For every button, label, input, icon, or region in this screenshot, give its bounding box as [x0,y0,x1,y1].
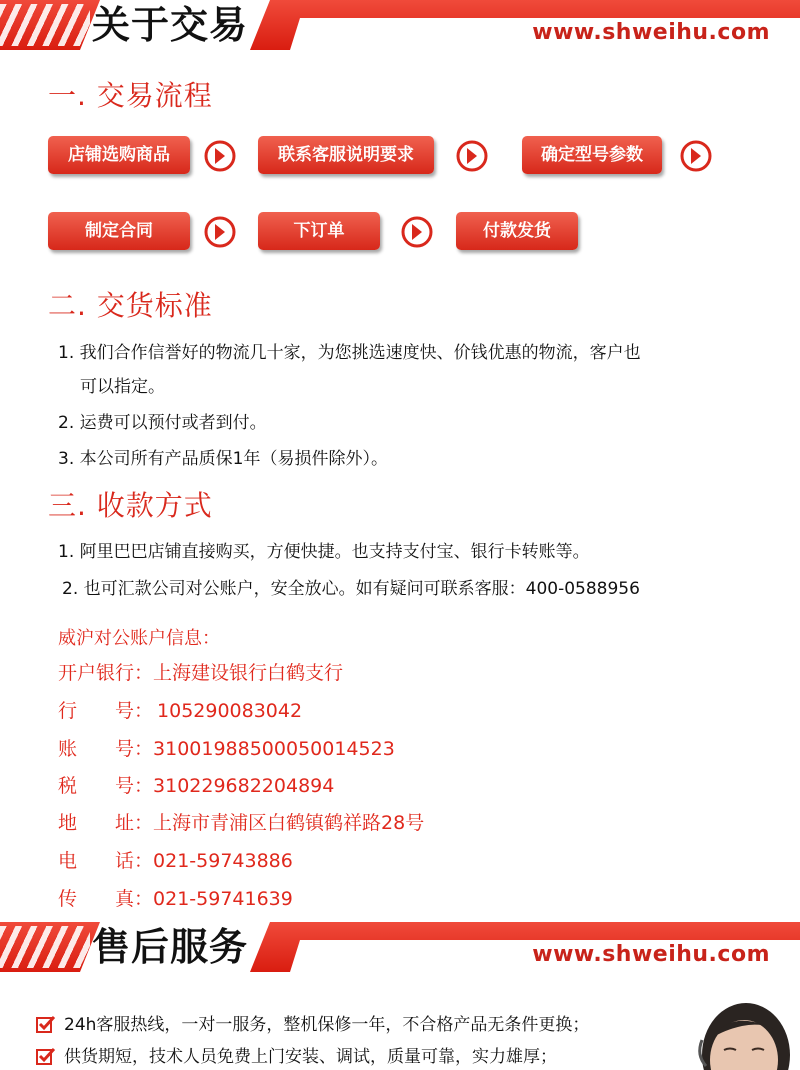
section-title-process: 一. 交易流程 [48,79,213,112]
header-banner-trade [0,0,800,50]
account-phone-row [58,846,293,873]
banner-title: 售后服务 [92,925,249,969]
step-button-6[interactable]: 付款发货 [456,212,578,250]
step-button-2[interactable]: 联系客服说明要求 [258,136,434,174]
checkbox-checked-icon [36,1015,56,1033]
account-code-row [58,696,302,723]
banner-title: 关于交易 [92,3,249,47]
arrow-right-icon [203,139,237,173]
step-button-1[interactable]: 店铺选购商品 [48,136,190,174]
payment-item-1: 1. 阿里巴巴店铺直接购买，方便快捷。也支持支付宝、银行卡转账等。 [58,542,590,562]
phone-label: 电 话： [58,850,154,872]
account-bank-row [58,658,343,685]
account-tax-row [58,771,334,798]
section-title-delivery: 二. 交货标准 [48,289,213,322]
arrow-right-icon [679,139,713,173]
section-title-payment: 三. 收款方式 [48,489,213,522]
code-value: 105290083042 [157,700,303,722]
account-fax-row [58,884,293,911]
checkbox-checked-icon [36,1047,56,1065]
banner-stripes [0,4,90,46]
arrow-right-icon [400,215,434,249]
step-button-3[interactable]: 确定型号参数 [522,136,662,174]
bank-value: 上海建设银行白鹤支行 [153,662,344,684]
delivery-item-1-cont: 可以指定。 [80,377,165,397]
service-text: 供货期短，技术人员免费上门安装、调试，质量可靠，实力雄厚； [64,1047,557,1067]
banner-stripes [0,926,90,968]
code-label: 行 号： [58,700,154,722]
customer-service-photo [672,1000,800,1070]
service-text: 24h客服热线，一对一服务，整机保修一年，不合格产品无条件更换； [64,1015,590,1035]
header-banner-service [0,922,800,972]
arrow-right-icon [203,215,237,249]
tax-value: 310229682204894 [153,775,335,797]
step-button-4[interactable]: 制定合同 [48,212,190,250]
account-heading: 威沪对公账户信息： [58,628,220,649]
address-label: 地 址： [58,812,154,834]
service-item-1 [36,1010,589,1035]
fax-label: 传 真： [58,888,154,910]
step-button-5[interactable]: 下订单 [258,212,380,250]
tax-label: 税 号： [58,775,154,797]
address-value: 上海市青浦区白鹤镇鹤祥路28号 [153,812,425,834]
account-number-row [58,734,395,761]
delivery-item-3: 3. 本公司所有产品质保1年（易损件除外）。 [58,449,388,469]
fax-value: 021-59741639 [153,888,293,910]
banner-site-url[interactable]: www.shweihu.com [532,20,770,45]
delivery-item-2: 2. 运费可以预付或者到付。 [58,413,267,433]
delivery-item-1: 1. 我们合作信誉好的物流几十家，为您挑选速度快、价钱优惠的物流，客户也 [58,343,641,363]
bank-label: 开户银行： [58,662,154,684]
service-item-2 [36,1042,557,1067]
payment-item-2: 2. 也可汇款公司对公账户，安全放心。如有疑问可联系客服：400-0588956 [62,579,640,599]
acct-value: 31001988500050014523 [153,738,395,760]
account-address-row [58,808,424,835]
arrow-right-icon [455,139,489,173]
banner-site-url[interactable]: www.shweihu.com [532,942,770,967]
acct-label: 账 号： [58,738,154,760]
phone-value: 021-59743886 [153,850,293,872]
